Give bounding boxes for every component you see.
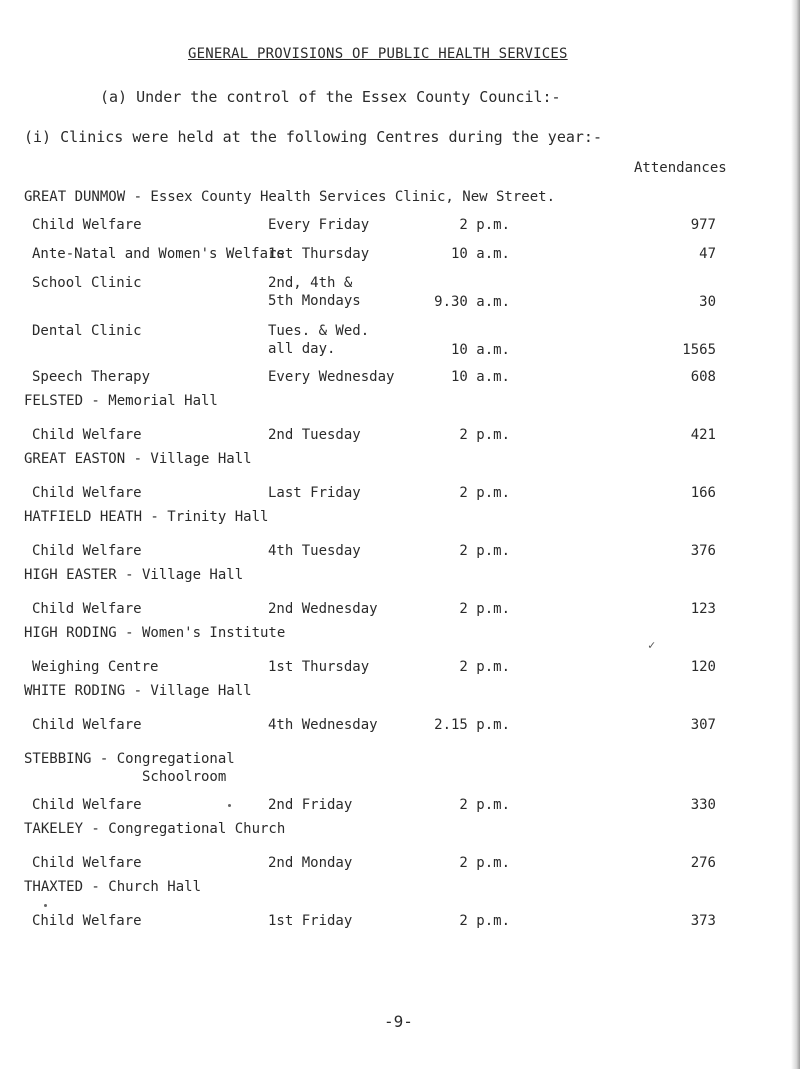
table-row [0, 912, 790, 932]
page-number: -9- [384, 1012, 413, 1031]
check-mark: ✓ [648, 638, 656, 652]
clinic-type: Child Welfare [32, 543, 142, 559]
clinic-time: 2 p.m. [459, 543, 510, 559]
clinic-day: 2nd Monday [268, 855, 353, 871]
clinic-day: 2nd Friday [268, 797, 353, 813]
bullet-dot [228, 804, 231, 807]
location-header: GREAT EASTON - Village Hall [24, 451, 252, 467]
clinic-type: Child Welfare [32, 913, 142, 929]
table-row [0, 368, 790, 388]
clinic-time: 2 p.m. [459, 427, 510, 443]
clinic-time: 2 p.m. [459, 485, 510, 501]
table-row [0, 796, 790, 816]
clinic-type: Speech Therapy [32, 369, 151, 385]
clinic-attendances: 47 [699, 246, 716, 262]
clinic-time: 2 p.m. [459, 217, 510, 233]
table-row [0, 216, 790, 236]
page-edge-shadow [791, 0, 800, 1069]
clinic-day: Tues. & Wed. all day. [268, 323, 370, 357]
clinic-attendances: 376 [690, 543, 716, 559]
table-row [0, 274, 790, 310]
table-row [0, 322, 790, 358]
clinic-day: 1st Friday [268, 913, 353, 929]
clinic-time: 9.30 a.m. [434, 294, 510, 310]
clinic-attendances: 166 [690, 485, 716, 501]
location-header: HATFIELD HEATH - Trinity Hall [24, 509, 269, 525]
clinic-type: Child Welfare [32, 427, 142, 443]
clinic-time: 10 a.m. [450, 246, 510, 262]
attendances-header: Attendances [634, 160, 727, 176]
location-header: FELSTED - Memorial Hall [24, 393, 218, 409]
location-header: STEBBING - Congregational Schoolroom [24, 751, 235, 785]
table-row [0, 426, 790, 446]
bullet-dot [44, 904, 47, 907]
clinic-type: Child Welfare [32, 601, 142, 617]
clinic-type: Dental Clinic [32, 323, 142, 339]
location-header: TAKELEY - Congregational Church [24, 821, 286, 837]
table-row [0, 658, 790, 678]
clinic-day: 2nd Wednesday [268, 601, 378, 617]
clinic-day: Every Wednesday [268, 369, 395, 385]
clinic-attendances: 1565 [682, 342, 716, 358]
clinic-type: Child Welfare [32, 797, 142, 813]
clinic-type: Child Welfare [32, 717, 142, 733]
subtitle-i: (i) Clinics were held at the following Centres during the year:- [24, 128, 602, 146]
clinic-time: 2 p.m. [459, 659, 510, 675]
clinic-type: Child Welfare [32, 855, 142, 871]
table-row [0, 484, 790, 504]
clinic-time: 2.15 p.m. [434, 717, 510, 733]
clinic-day: 4th Tuesday [268, 543, 361, 559]
table-row [0, 716, 790, 736]
clinic-type: Weighing Centre [32, 659, 159, 675]
location-header: HIGH EASTER - Village Hall [24, 567, 244, 583]
clinic-time: 10 a.m. [450, 369, 510, 385]
clinic-type: Child Welfare [32, 217, 142, 233]
clinic-attendances: 608 [690, 369, 716, 385]
location-header: HIGH RODING - Women's Institute [24, 625, 286, 641]
clinic-time: 2 p.m. [459, 913, 510, 929]
clinic-day: Last Friday [268, 485, 361, 501]
table-row [0, 854, 790, 874]
location-header: THAXTED - Church Hall [24, 879, 202, 895]
clinic-type: Child Welfare [32, 485, 142, 501]
clinic-time: 2 p.m. [459, 797, 510, 813]
subtitle-a: (a) Under the control of the Essex County Council:- [100, 88, 561, 106]
clinic-day: Every Friday [268, 217, 370, 233]
table-row [0, 542, 790, 562]
clinic-attendances: 123 [690, 601, 716, 617]
page-title: GENERAL PROVISIONS OF PUBLIC HEALTH SERVICES [188, 46, 568, 62]
location-header: WHITE RODING - Village Hall [24, 683, 252, 699]
clinic-type: School Clinic [32, 275, 142, 291]
table-row [0, 600, 790, 620]
clinic-attendances: 276 [690, 855, 716, 871]
clinic-type: Ante-Natal and Women's Welfare [32, 246, 285, 262]
clinic-day: 4th Wednesday [268, 717, 378, 733]
clinic-attendances: 421 [690, 427, 716, 443]
clinic-day: 1st Thursday [268, 246, 370, 262]
clinic-time: 10 a.m. [450, 342, 510, 358]
clinic-day: 1st Thursday [268, 659, 370, 675]
clinic-attendances: 373 [690, 913, 716, 929]
clinic-time: 2 p.m. [459, 855, 510, 871]
location-header: GREAT DUNMOW - Essex County Health Services Clinic, New Street. [24, 189, 556, 205]
clinic-attendances: 120 [690, 659, 716, 675]
table-row [0, 245, 790, 265]
clinic-attendances: 330 [690, 797, 716, 813]
clinic-attendances: 307 [690, 717, 716, 733]
clinic-day: 2nd, 4th & 5th Mondays [268, 275, 361, 309]
clinic-day: 2nd Tuesday [268, 427, 361, 443]
clinic-time: 2 p.m. [459, 601, 510, 617]
clinic-attendances: 977 [690, 217, 716, 233]
clinic-attendances: 30 [699, 294, 716, 310]
